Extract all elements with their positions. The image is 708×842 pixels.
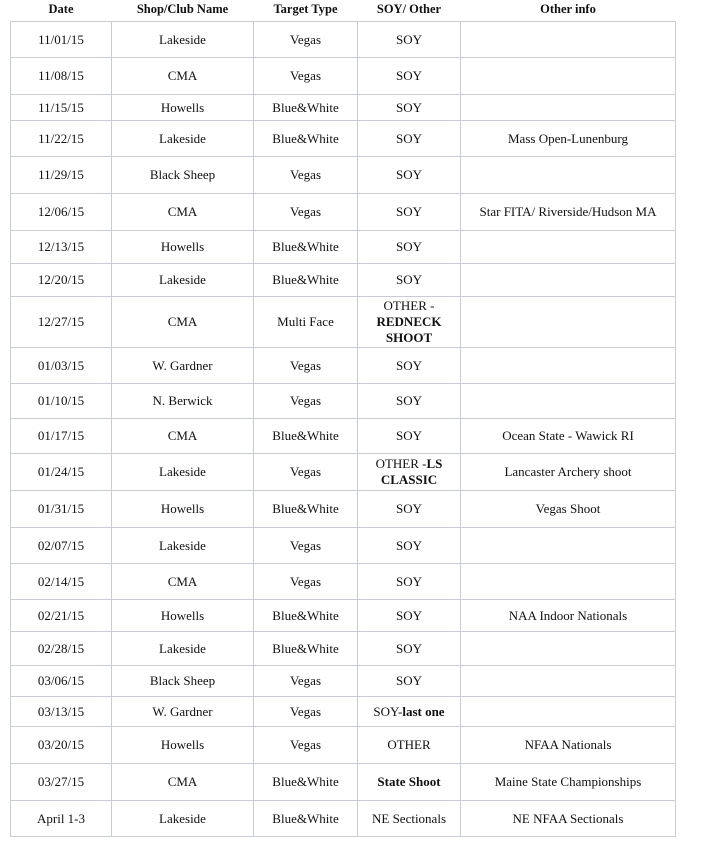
table-row [11, 491, 676, 528]
cell-soy-other [358, 764, 461, 801]
soy-text: SOY [395, 239, 422, 254]
cell-soy-other [358, 801, 461, 837]
cell-target-type: Blue&White [254, 491, 358, 528]
table-row [11, 348, 676, 384]
cell-date: 03/06/15 [11, 666, 112, 697]
cell-soy-other [358, 528, 461, 564]
cell-shop-club-name: CMA [112, 564, 254, 600]
cell-other-info: Ocean State - Wawick RI [461, 419, 676, 454]
soy-bold-text: State Shoot [377, 774, 441, 789]
table-row [11, 764, 676, 801]
cell-date: 01/03/15 [11, 348, 112, 384]
cell-soy-other [358, 564, 461, 600]
cell-target-type: Blue&White [254, 801, 358, 837]
soy-text: SOY [395, 204, 422, 219]
cell-soy-other [358, 491, 461, 528]
cell-date: 11/22/15 [11, 121, 112, 157]
table-row [11, 666, 676, 697]
cell-shop-club-name: Lakeside [112, 528, 254, 564]
table-row [11, 801, 676, 837]
table-row [11, 264, 676, 297]
cell-soy-other [358, 58, 461, 95]
cell-date: 02/14/15 [11, 564, 112, 600]
cell-shop-club-name: CMA [112, 764, 254, 801]
cell-shop-club-name: Howells [112, 727, 254, 764]
cell-target-type: Vegas [254, 348, 358, 384]
cell-other-info [461, 632, 676, 666]
cell-date: 01/10/15 [11, 384, 112, 419]
cell-shop-club-name: CMA [112, 297, 254, 348]
cell-target-type: Blue&White [254, 764, 358, 801]
cell-shop-club-name: Howells [112, 600, 254, 632]
cell-other-info [461, 58, 676, 95]
table-row [11, 697, 676, 727]
soy-text: OTHER - [383, 298, 435, 313]
soy-text: SOY [395, 428, 422, 443]
cell-target-type: Vegas [254, 564, 358, 600]
header-soy-other: SOY/ Other [376, 2, 442, 16]
cell-other-info: NAA Indoor Nationals [461, 600, 676, 632]
cell-soy-other [358, 297, 461, 348]
table-row [11, 419, 676, 454]
soy-text: SOY [395, 167, 422, 182]
cell-date: 02/21/15 [11, 600, 112, 632]
cell-other-info [461, 564, 676, 600]
soy-text: SOY [395, 537, 422, 553]
cell-target-type: Vegas [254, 384, 358, 419]
cell-target-type: Vegas [254, 697, 358, 727]
cell-shop-club-name: Lakeside [112, 632, 254, 666]
cell-soy-other [358, 419, 461, 454]
cell-date: 01/24/15 [11, 454, 112, 491]
cell-date: 11/15/15 [11, 95, 112, 121]
cell-date: 03/13/15 [11, 697, 112, 727]
header-row [11, 0, 676, 22]
cell-other-info: Mass Open-Lunenburg [461, 121, 676, 157]
cell-shop-club-name: N. Berwick [112, 384, 254, 419]
cell-target-type: Blue&White [254, 95, 358, 121]
table-row [11, 528, 676, 564]
cell-soy-other [358, 632, 461, 666]
soy-text: SOY [395, 673, 422, 688]
cell-other-info [461, 297, 676, 348]
cell-soy-other [358, 697, 461, 727]
cell-shop-club-name: Lakeside [112, 454, 254, 491]
cell-soy-other [358, 727, 461, 764]
table-row [11, 600, 676, 632]
cell-target-type: Blue&White [254, 419, 358, 454]
cell-date: 11/29/15 [11, 157, 112, 194]
soy-text: SOY [395, 68, 422, 83]
cell-other-info [461, 231, 676, 264]
cell-shop-club-name: CMA [112, 194, 254, 231]
cell-shop-club-name: Black Sheep [112, 666, 254, 697]
cell-date: 12/20/15 [11, 264, 112, 297]
cell-soy-other [358, 600, 461, 632]
header-date: Date [48, 2, 74, 16]
soy-text: SOY [395, 573, 422, 589]
cell-date: 02/28/15 [11, 632, 112, 666]
cell-date: 12/27/15 [11, 297, 112, 348]
cell-date: 12/13/15 [11, 231, 112, 264]
cell-other-info [461, 384, 676, 419]
soy-text: SOY [395, 99, 422, 115]
soy-text: SOY [395, 393, 422, 408]
cell-target-type: Vegas [254, 454, 358, 491]
cell-date: 03/27/15 [11, 764, 112, 801]
cell-other-info: Star FITA/ Riverside/Hudson MA [461, 194, 676, 231]
table-row [11, 632, 676, 666]
table-row [11, 58, 676, 95]
cell-target-type: Blue&White [254, 231, 358, 264]
cell-other-info [461, 157, 676, 194]
table-row [11, 454, 676, 491]
table-row [11, 194, 676, 231]
table-row [11, 564, 676, 600]
cell-shop-club-name: Howells [112, 231, 254, 264]
cell-shop-club-name: Black Sheep [112, 157, 254, 194]
cell-soy-other [358, 384, 461, 419]
cell-soy-other [358, 454, 461, 491]
cell-soy-other [358, 231, 461, 264]
table-row [11, 727, 676, 764]
cell-other-info: Maine State Championships [461, 764, 676, 801]
cell-date: 12/06/15 [11, 194, 112, 231]
cell-date: 01/31/15 [11, 491, 112, 528]
cell-target-type: Vegas [254, 22, 358, 58]
soy-text: SOY [395, 640, 422, 656]
soy-text: OTHER [387, 737, 431, 752]
cell-target-type: Blue&White [254, 121, 358, 157]
cell-target-type: Vegas [254, 666, 358, 697]
table-row [11, 22, 676, 58]
soy-text: SOY- [373, 703, 403, 719]
cell-shop-club-name: Lakeside [112, 801, 254, 837]
cell-shop-club-name: Howells [112, 491, 254, 528]
cell-soy-other [358, 157, 461, 194]
cell-date: 02/07/15 [11, 528, 112, 564]
cell-shop-club-name: Lakeside [112, 22, 254, 58]
cell-soy-other [358, 264, 461, 297]
cell-target-type: Blue&White [254, 632, 358, 666]
cell-date: 03/20/15 [11, 727, 112, 764]
cell-date: April 1-3 [11, 801, 112, 837]
table-row [11, 157, 676, 194]
cell-shop-club-name: Lakeside [112, 264, 254, 297]
schedule-table [10, 0, 676, 837]
soy-text: SOY [395, 357, 422, 373]
cell-soy-other [358, 22, 461, 58]
soy-bold-text: LS CLASSIC [380, 456, 443, 487]
cell-other-info [461, 348, 676, 384]
cell-shop-club-name: CMA [112, 58, 254, 95]
cell-target-type: Vegas [254, 194, 358, 231]
soy-bold-text: last one [402, 703, 445, 719]
table-row [11, 121, 676, 157]
cell-target-type: Blue&White [254, 600, 358, 632]
cell-other-info [461, 697, 676, 727]
header-other-info: Other info [540, 2, 596, 16]
cell-soy-other [358, 121, 461, 157]
table-row [11, 95, 676, 121]
cell-other-info: NE NFAA Sectionals [461, 801, 676, 837]
header-target-type: Target Type [273, 2, 338, 16]
cell-other-info [461, 528, 676, 564]
cell-shop-club-name: Howells [112, 95, 254, 121]
cell-date: 11/08/15 [11, 58, 112, 95]
header-shop-club-name: Shop/Club Name [136, 2, 229, 16]
cell-shop-club-name: W. Gardner [112, 697, 254, 727]
table-row [11, 231, 676, 264]
cell-date: 01/17/15 [11, 419, 112, 454]
cell-other-info [461, 22, 676, 58]
cell-shop-club-name: Lakeside [112, 121, 254, 157]
cell-target-type: Vegas [254, 528, 358, 564]
soy-bold-text: REDNECK SHOOT [376, 314, 442, 345]
cell-target-type: Vegas [254, 727, 358, 764]
cell-other-info: NFAA Nationals [461, 727, 676, 764]
cell-soy-other [358, 666, 461, 697]
cell-target-type: Vegas [254, 157, 358, 194]
cell-date: 11/01/15 [11, 22, 112, 58]
cell-target-type: Vegas [254, 58, 358, 95]
soy-text: SOY [395, 130, 422, 146]
cell-target-type: Blue&White [254, 264, 358, 297]
cell-shop-club-name: CMA [112, 419, 254, 454]
soy-text: NE Sectionals [371, 810, 446, 826]
soy-text: SOY [395, 501, 422, 516]
cell-other-info [461, 264, 676, 297]
table-row [11, 297, 676, 348]
cell-soy-other [358, 348, 461, 384]
cell-soy-other [358, 194, 461, 231]
cell-target-type: Multi Face [254, 297, 358, 348]
cell-soy-other [358, 95, 461, 121]
cell-other-info [461, 666, 676, 697]
cell-shop-club-name: W. Gardner [112, 348, 254, 384]
soy-text: SOY [395, 607, 422, 623]
cell-other-info: Lancaster Archery shoot [461, 454, 676, 491]
soy-text: OTHER - [375, 456, 427, 471]
table-row [11, 384, 676, 419]
soy-text: SOY [395, 31, 422, 47]
cell-other-info: Vegas Shoot [461, 491, 676, 528]
cell-other-info [461, 95, 676, 121]
soy-text: SOY [395, 272, 422, 287]
